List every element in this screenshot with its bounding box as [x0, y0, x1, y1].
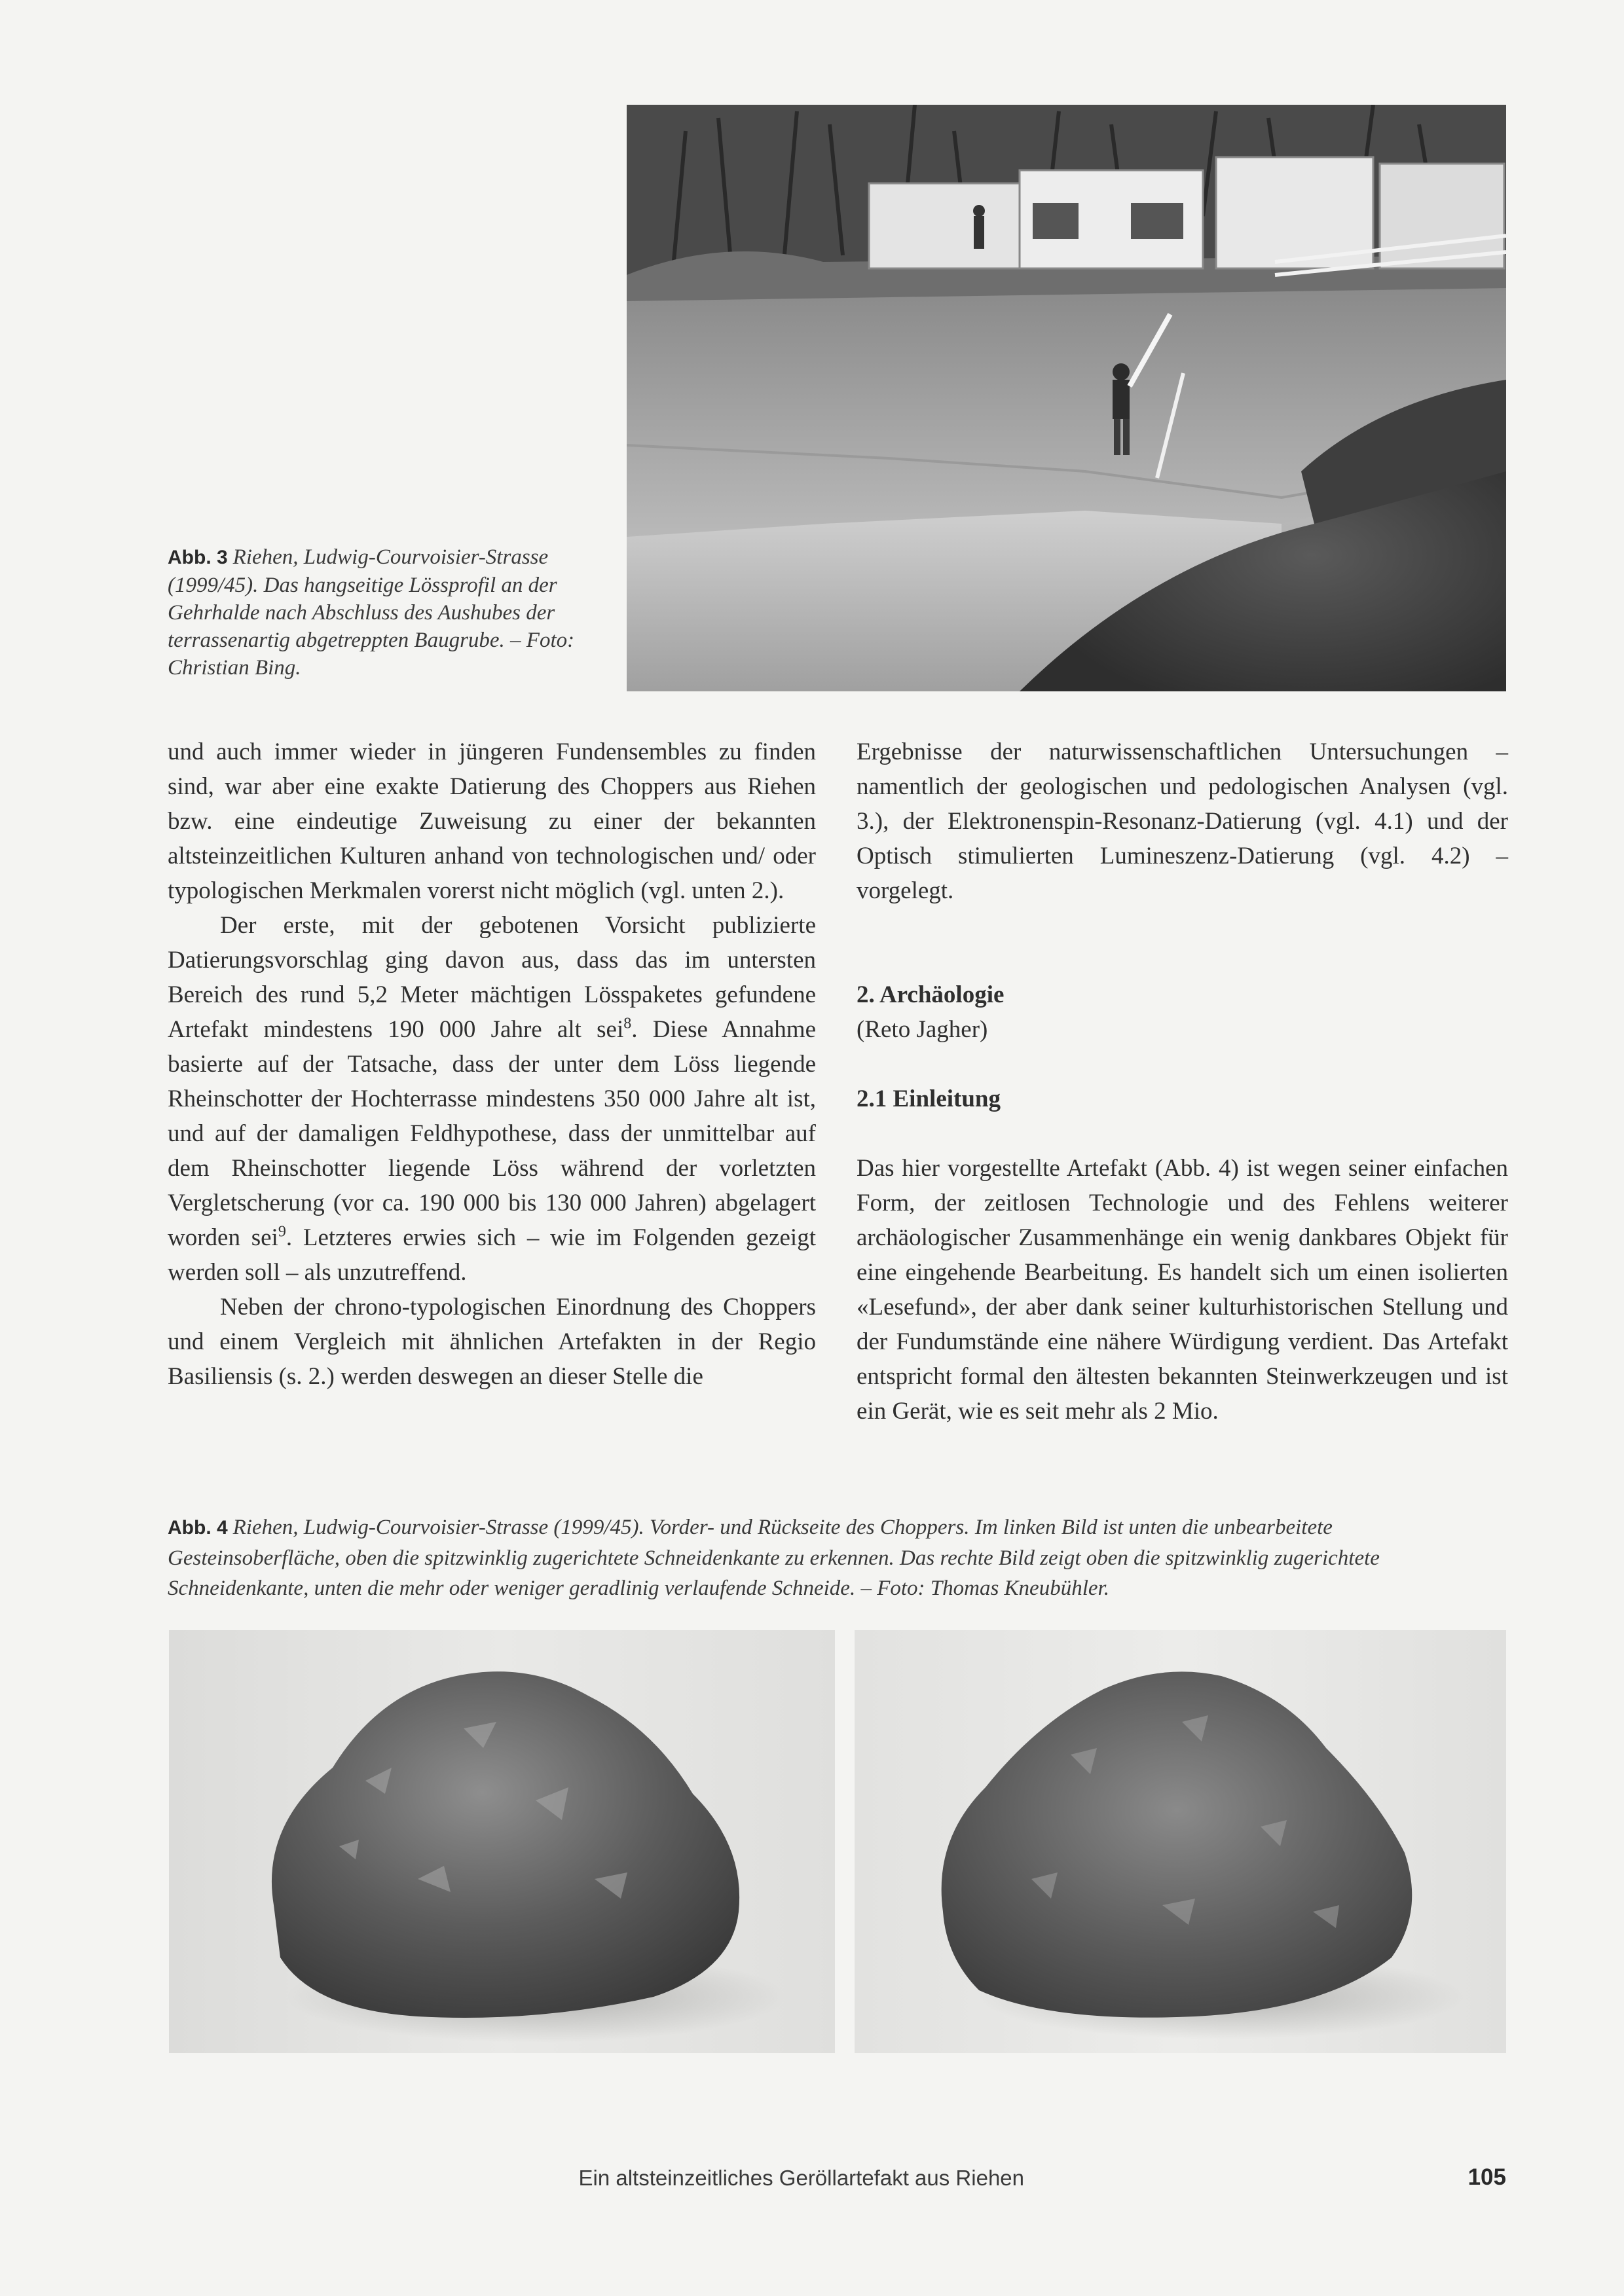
subsection-heading: 2.1 Einleitung: [857, 1085, 1001, 1112]
page-number: 105: [1467, 2164, 1506, 2190]
right-column: [857, 735, 1508, 1429]
section-author: (Reto Jagher): [857, 1016, 988, 1043]
figure-3-caption-text: Riehen, Ludwig-Courvoisier-Strasse (1999/45). Das hangseitige Lössprofil an der Gehrhalde nach Abschluss des Aushubes der terrassenartig abgetreppten Baugrube. – Foto: Christian Bing.: [168, 545, 575, 680]
chopper-front-photo: [169, 1630, 835, 2053]
right-paragraph-1: Ergebnisse der naturwissenschaftlichen Untersuchungen – namentlich der geologischen und pedologischen Analysen (vgl. 3.), der Elektronenspin-Resonanz-Datierung (vgl. 4.1) und der Optisch stimulierten Lumineszenz-Datierung (vgl. 4.2) – vorgelegt.: [857, 738, 1508, 904]
figure-4-label: Abb. 4: [168, 1517, 228, 1539]
figure-3-label: Abb. 3: [168, 547, 228, 568]
left-paragraph-2-part-b: . Diese Annahme basierte auf der Tatsache, dass der unter dem Löss liegende Rheinschotter der Hochterrasse mindestens 350 000 Jahre alt ist, und auf der damaligen Feldhypothese, dass der unmittelbar auf dem Rheinschotter liegende Löss während der vorletzten Vergletscherung (vor ca. 190 000 bis 130 000 Jahren) abgelagert worden sei: [168, 1016, 816, 1251]
figure-4-caption-text: Riehen, Ludwig-Courvoisier-Strasse (1999/45). Vorder- und Rückseite des Choppers. Im linken Bild ist unten die unbearbeitete Gesteinsoberfläche, oben die spitzwinklig zugerichtete Schneidenkante zu erkennen. Das rechte Bild zeigt oben die spitzwinklig zugerichtete Schneidenkante, unten die mehr oder weniger geradlinig verlaufende Schneide. – Foto: Thomas Kneubühler.: [168, 1516, 1380, 1600]
right-paragraph-2: Das hier vorgestellte Artefakt (Abb. 4) ist wegen seiner einfachen Form, der zeitlosen Technologie und des Fehlens weiterer archäologischer Zusammenhänge ein wenig dankbares Objekt für eine eingehende Bearbeitung. Es handelt sich um einen isolierten «Lesefund», der aber dank seiner kulturhistorischen Stellung und der Fundumstände eine nähere Würdigung verdient. Das Artefakt entspricht formal den ältesten bekannten Steinwerkzeugen und ist ein Gerät, wie es seit mehr als 2 Mio.: [857, 1155, 1508, 1425]
section-heading: 2. Archäologie: [857, 981, 1005, 1008]
figure-4-caption: [168, 1512, 1504, 1603]
left-paragraph-2-part-c: . Letzteres erwies sich – wie im Folgenden gezeigt werden soll – als unzutreffend.: [168, 1224, 816, 1286]
left-paragraph-2: [168, 908, 816, 1290]
footnote-ref-8[interactable]: 8: [623, 1015, 632, 1032]
figure-3-caption: [168, 543, 593, 682]
spacer: [857, 1116, 1508, 1151]
left-paragraph-3: Neben der chrono-typologischen Einordnung des Choppers und einem Vergleich mit ähnlichen Artefakten in der Regio Basiliensis (s. 2.) werden deswegen an dieser Stelle die: [168, 1294, 816, 1390]
left-paragraph-2-part-a: Der erste, mit der gebotenen Vorsicht publizierte Datierungsvorschlag ging davon aus, dass das im untersten Bereich des rund 5,2 Meter mächtigen Lösspaketes gefundene Artefakt mindestens 190 000 Jahre alt sei: [168, 912, 816, 1043]
excavation-photo: [627, 105, 1506, 691]
left-column: [168, 735, 816, 1394]
running-footer-title: Ein altsteinzeitliches Geröllartefakt aus Riehen: [578, 2166, 1024, 2190]
spacer: [857, 908, 1508, 977]
footnote-ref-9[interactable]: 9: [278, 1223, 286, 1241]
chopper-back-photo: [855, 1630, 1506, 2053]
left-paragraph-1: und auch immer wieder in jüngeren Fundensembles zu finden sind, war aber eine exakte Datierung des Choppers aus Riehen bzw. eine eindeutige Zuweisung zu einer der bekannten altsteinzeitlichen Kulturen anhand von technologischen und/ oder typologischen Merkmalen vorerst nicht möglich (vgl. unten 2.).: [168, 738, 816, 904]
spacer: [857, 1047, 1508, 1082]
